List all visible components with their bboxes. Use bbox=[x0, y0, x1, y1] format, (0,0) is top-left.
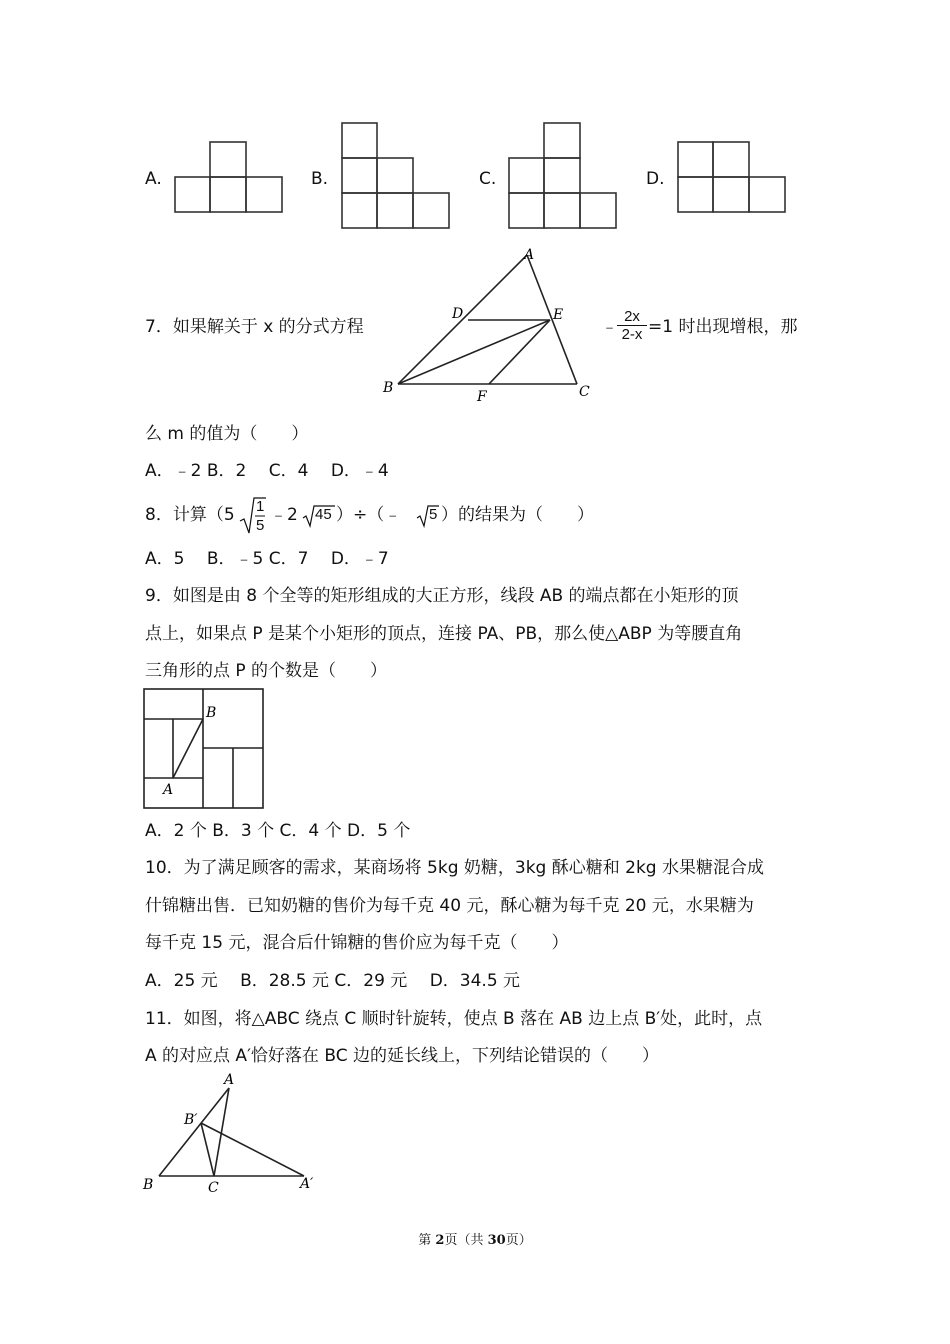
q8-radicand-45: 45 bbox=[315, 506, 332, 523]
q9-rectangle-grid-figure bbox=[143, 688, 267, 810]
q11-label-a: A bbox=[224, 1072, 235, 1088]
q10-question-line3: 每千克 15 元，混合后什锦糖的售价应为每千克（ ） bbox=[145, 933, 569, 953]
q10-options: A．25 元 B．28.5 元 C．29 元 D．34.5 元 bbox=[145, 971, 521, 991]
q8-radicand-5: 5 bbox=[429, 506, 438, 523]
q11-label-b: B bbox=[143, 1177, 154, 1193]
q7-prefix: 7．如果解关于 x 的分式方程 bbox=[145, 317, 364, 337]
q7-label-f: F bbox=[477, 389, 487, 405]
q11-label-b-prime: B′ bbox=[184, 1112, 198, 1128]
q7-fraction bbox=[617, 308, 647, 344]
q9-label-b: B bbox=[206, 705, 217, 721]
q7-options: A．﹣2 B．2 C．4 D．﹣4 bbox=[145, 461, 389, 481]
q6-option-b-label: B. bbox=[311, 169, 329, 189]
q8-mid: ﹣2 bbox=[270, 505, 298, 525]
q11-label-c: C bbox=[208, 1180, 219, 1196]
q6-option-a-label: A. bbox=[145, 169, 162, 189]
q9-question-line2: 点上，如果点 P 是某个小矩形的顶点，连接 PA、PB，那么使△ABP 为等腰直角 bbox=[145, 624, 743, 644]
q6-option-d-figure bbox=[677, 141, 787, 213]
q8-options: A．5 B．﹣5 C．7 D．﹣7 bbox=[145, 549, 389, 569]
q8-divide: ）÷（﹣ bbox=[336, 505, 402, 525]
q6-option-c-label: C. bbox=[479, 169, 497, 189]
q7-label-c: C bbox=[579, 384, 590, 400]
q8-frac-numerator: 1 bbox=[256, 498, 265, 515]
q7-question-line2: 么 m 的值为（ ） bbox=[145, 424, 309, 444]
q11-rotation-figure bbox=[140, 1068, 330, 1198]
q11-label-a-prime: A′ bbox=[300, 1176, 314, 1192]
q10-question-line1: 10．为了满足顾客的需求，某商场将 5kg 奶糖，3kg 酥心糖和 2kg 水果糖混合成 bbox=[145, 858, 765, 878]
q7-label-b: B bbox=[383, 380, 394, 396]
q8-prefix: 8．计算（5 bbox=[145, 505, 235, 525]
q7-label-e: E bbox=[553, 307, 564, 323]
q6-option-d-label: D. bbox=[646, 169, 665, 189]
q8-suffix: ）的结果为（ ） bbox=[441, 505, 594, 525]
q7-fraction-denominator: 2-x bbox=[621, 326, 643, 343]
q7-suffix: =1 时出现增根，那 bbox=[648, 317, 798, 337]
footer-prefix: 第 bbox=[418, 1233, 436, 1248]
footer-suffix: 页） bbox=[505, 1233, 532, 1248]
q11-question-line2: A 的对应点 A′恰好落在 BC 边的延长线上，下列结论错误的（ ） bbox=[145, 1046, 659, 1066]
q9-question-line3: 三角形的点 P 的个数是（ ） bbox=[145, 661, 388, 681]
q9-question-line1: 9．如图是由 8 个全等的矩形组成的大正方形，线段 AB 的端点都在小矩形的顶 bbox=[145, 586, 739, 606]
q9-label-a: A bbox=[163, 782, 174, 798]
q6-option-a-figure bbox=[174, 141, 284, 213]
q7-label-d: D bbox=[452, 306, 464, 322]
q11-question-line1: 11．如图，将△ABC 绕点 C 顺时针旋转，使点 B 落在 AB 边上点 B′处，此时，点 bbox=[145, 1009, 763, 1029]
q7-triangle-figure bbox=[380, 245, 595, 405]
footer-page-number: 2 bbox=[435, 1233, 445, 1248]
q9-segment-ab bbox=[173, 719, 203, 778]
footer-total-pages: 30 bbox=[487, 1233, 506, 1248]
page-footer bbox=[0, 1229, 950, 1248]
q7-fraction-numerator: 2x bbox=[617, 308, 647, 326]
q10-question-line2: 什锦糖出售．已知奶糖的售价为每千克 40 元，酥心糖为每千克 20 元，水果糖为 bbox=[145, 896, 754, 916]
q9-options: A．2 个 B．3 个 C．4 个 D．5 个 bbox=[145, 821, 411, 841]
footer-middle: 页（共 bbox=[444, 1233, 488, 1248]
q7-minus: ﹣ bbox=[601, 317, 618, 337]
q8-frac-denominator: 5 bbox=[256, 517, 265, 534]
q7-label-a: A bbox=[524, 247, 535, 263]
q6-option-b-figure bbox=[341, 122, 451, 229]
q6-option-c-figure bbox=[508, 122, 618, 229]
